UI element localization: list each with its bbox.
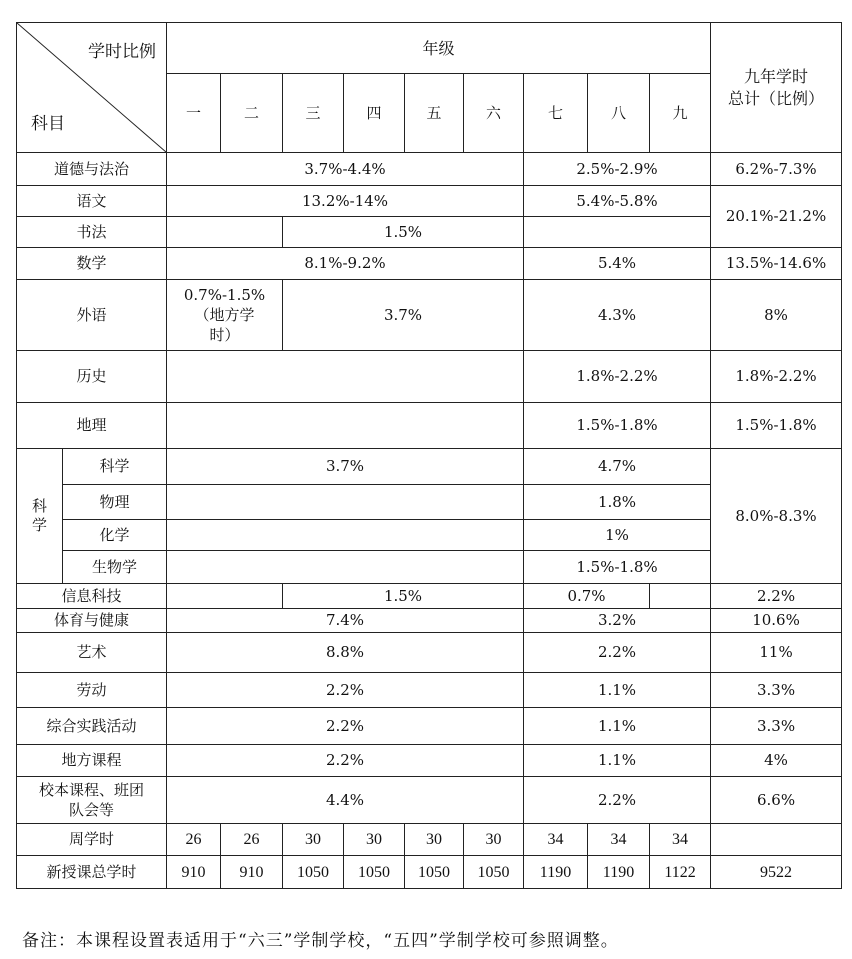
weekly-hours-cell: 30	[405, 824, 464, 856]
total-cell: 6.6%	[711, 777, 842, 824]
grade-header: 五	[405, 74, 464, 153]
ratio-cell: 0.7%-1.5% （地方学 时）	[167, 280, 283, 351]
corner-bottom-label: 科目	[31, 114, 65, 134]
grade-header: 四	[344, 74, 405, 153]
total-cell: 4%	[711, 745, 842, 777]
science-group-label: 科 学	[17, 449, 63, 584]
subject-name: 地理	[17, 403, 167, 449]
total-hours-cell: 910	[167, 856, 221, 889]
subject-name: 地方课程	[17, 745, 167, 777]
total-cell: 10.6%	[711, 609, 842, 633]
subject-name: 物理	[63, 485, 167, 520]
weekly-hours-cell: 34	[524, 824, 588, 856]
ratio-cell: 4.3%	[524, 280, 711, 351]
total-cell: 9522	[711, 856, 842, 889]
ratio-cell: 1.1%	[524, 745, 711, 777]
ratio-cell: 1.1%	[524, 708, 711, 745]
ratio-cell: 13.2%-14%	[167, 186, 524, 217]
total-cell: 3.3%	[711, 708, 842, 745]
subject-name: 数学	[17, 248, 167, 280]
ratio-cell: 3.7%	[283, 280, 524, 351]
footnote: 备注：本课程设置表适用于“六三”学制学校，“五四”学制学校可参照调整。	[22, 931, 619, 951]
ratio-cell: 1%	[524, 520, 711, 551]
subject-name: 语文	[17, 186, 167, 217]
ratio-cell: 8.8%	[167, 633, 524, 673]
total-cell: 3.3%	[711, 673, 842, 708]
total-cell: 11%	[711, 633, 842, 673]
weekly-hours-cell: 30	[344, 824, 405, 856]
subject-name: 道德与法治	[17, 153, 167, 186]
subject-name: 历史	[17, 351, 167, 403]
total-cell: 8.0%-8.3%	[711, 449, 842, 584]
empty-cell	[167, 351, 524, 403]
subject-name: 综合实践活动	[17, 708, 167, 745]
subject-name: 书法	[17, 217, 167, 248]
grade-header: 七	[524, 74, 588, 153]
weekly-hours-cell: 34	[588, 824, 650, 856]
subject-name: 劳动	[17, 673, 167, 708]
ratio-cell: 1.5%	[283, 217, 524, 248]
ratio-cell: 1.1%	[524, 673, 711, 708]
subject-name: 化学	[63, 520, 167, 551]
total-cell: 6.2%-7.3%	[711, 153, 842, 186]
empty-cell	[524, 217, 711, 248]
ratio-cell: 5.4%-5.8%	[524, 186, 711, 217]
subject-name: 生物学	[63, 551, 167, 584]
empty-cell	[167, 584, 283, 609]
total-hours-cell: 1050	[283, 856, 344, 889]
weekly-hours-cell: 34	[650, 824, 711, 856]
weekly-hours-cell: 26	[221, 824, 283, 856]
subject-name: 科学	[63, 449, 167, 485]
total-hours-cell: 910	[221, 856, 283, 889]
total-cell: 2.2%	[711, 584, 842, 609]
empty-cell	[167, 217, 283, 248]
total-cell: 1.8%-2.2%	[711, 351, 842, 403]
empty-cell	[650, 584, 711, 609]
grade-header: 一	[167, 74, 221, 153]
curriculum-table	[16, 22, 842, 889]
corner-top-label: 学时比例	[88, 42, 156, 62]
ratio-cell: 1.5%-1.8%	[524, 403, 711, 449]
ratio-cell: 4.4%	[167, 777, 524, 824]
ratio-cell: 3.7%	[167, 449, 524, 485]
ratio-cell: 2.2%	[167, 673, 524, 708]
total-hours-cell: 1050	[464, 856, 524, 889]
subject-name: 体育与健康	[17, 609, 167, 633]
ratio-cell: 3.7%-4.4%	[167, 153, 524, 186]
empty-cell	[167, 403, 524, 449]
ratio-cell: 1.8%	[524, 485, 711, 520]
grade-header: 六	[464, 74, 524, 153]
ratio-cell: 4.7%	[524, 449, 711, 485]
corner-header-cell	[17, 23, 167, 153]
ratio-cell: 7.4%	[167, 609, 524, 633]
subject-name: 艺术	[17, 633, 167, 673]
total-hours-cell: 1190	[524, 856, 588, 889]
total-cell: 20.1%-21.2%	[711, 186, 842, 248]
total-cell	[711, 824, 842, 856]
subject-name: 外语	[17, 280, 167, 351]
total-hours-cell: 1050	[405, 856, 464, 889]
subject-name: 周学时	[17, 824, 167, 856]
ratio-cell: 2.2%	[524, 777, 711, 824]
ratio-cell: 5.4%	[524, 248, 711, 280]
grade-group-header: 年级	[167, 23, 711, 74]
empty-cell	[167, 520, 524, 551]
subject-name: 新授课总学时	[17, 856, 167, 889]
ratio-cell: 2.2%	[167, 745, 524, 777]
weekly-hours-cell: 30	[283, 824, 344, 856]
grade-header: 八	[588, 74, 650, 153]
grade-header: 九	[650, 74, 711, 153]
ratio-cell: 1.5%	[283, 584, 524, 609]
subject-name: 信息科技	[17, 584, 167, 609]
ratio-cell: 0.7%	[524, 584, 650, 609]
ratio-cell: 3.2%	[524, 609, 711, 633]
total-header: 九年学时 总计（比例）	[711, 23, 842, 153]
weekly-hours-cell: 26	[167, 824, 221, 856]
ratio-cell: 2.2%	[167, 708, 524, 745]
ratio-cell: 2.2%	[524, 633, 711, 673]
ratio-cell: 8.1%-9.2%	[167, 248, 524, 280]
total-cell: 8%	[711, 280, 842, 351]
total-hours-cell: 1050	[344, 856, 405, 889]
weekly-hours-cell: 30	[464, 824, 524, 856]
ratio-cell: 1.5%-1.8%	[524, 551, 711, 584]
total-cell: 13.5%-14.6%	[711, 248, 842, 280]
subject-name: 校本课程、班团 队会等	[17, 777, 167, 824]
ratio-cell: 2.5%-2.9%	[524, 153, 711, 186]
empty-cell	[167, 485, 524, 520]
total-hours-cell: 1122	[650, 856, 711, 889]
grade-header: 二	[221, 74, 283, 153]
ratio-cell: 1.8%-2.2%	[524, 351, 711, 403]
total-cell: 1.5%-1.8%	[711, 403, 842, 449]
total-hours-cell: 1190	[588, 856, 650, 889]
grade-header: 三	[283, 74, 344, 153]
empty-cell	[167, 551, 524, 584]
